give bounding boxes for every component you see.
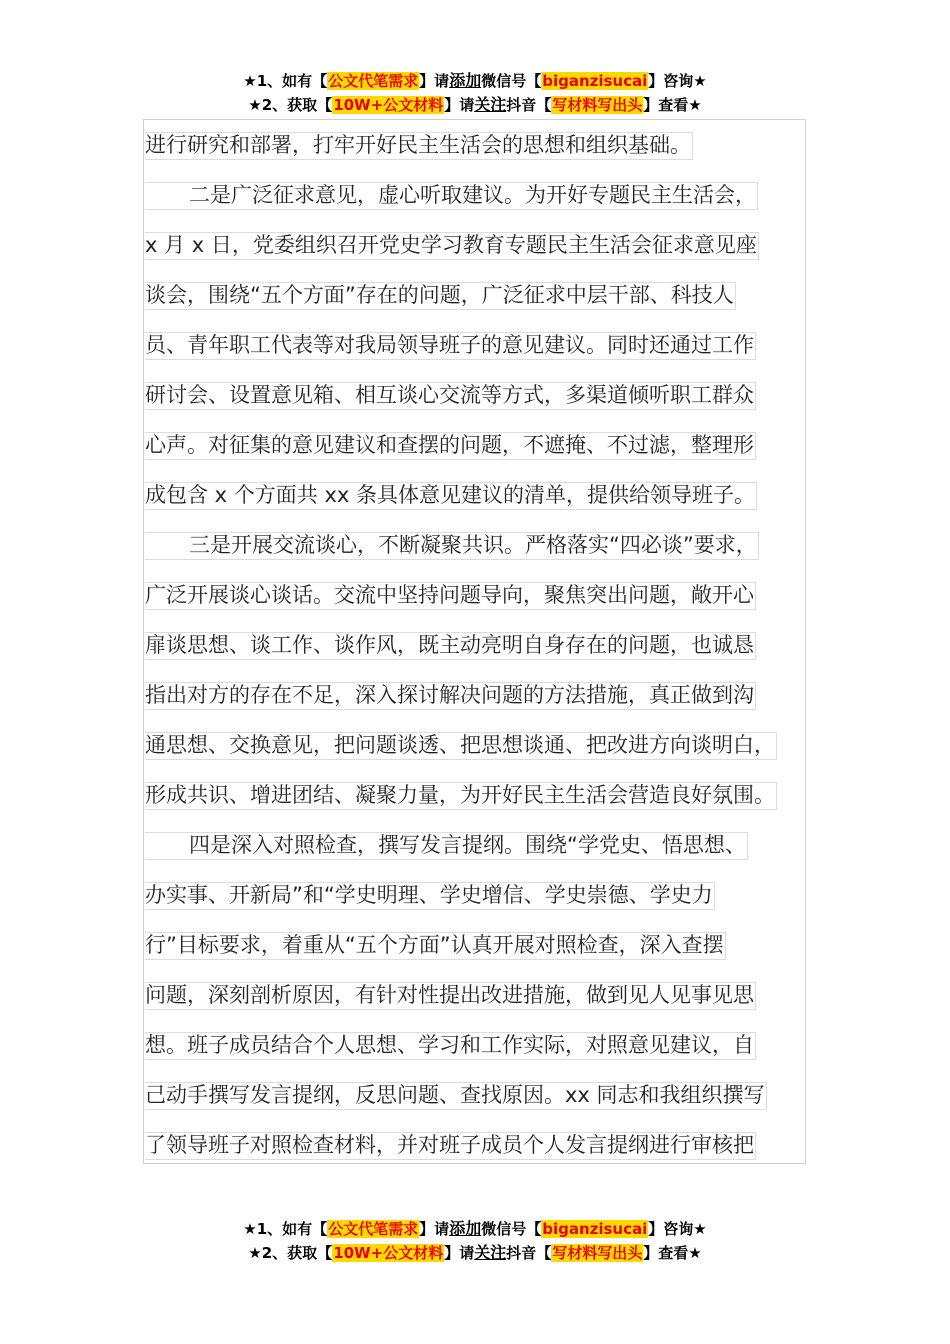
banner-line-2: [0, 93, 950, 117]
text-line-content: 形成共识、增进团结、凝聚力量，为开好民主生活会营造良好氛围。: [145, 783, 775, 807]
text-line: [145, 870, 825, 920]
emphasis-follow: 关注: [474, 95, 507, 114]
text-line: [145, 970, 825, 1020]
text-line-content: 三是开展交流谈心，不断凝聚共识。严格落实“四必谈”要求，: [189, 533, 757, 557]
highlight-materials: 10W+公文材料: [333, 1244, 444, 1262]
text-line: [145, 370, 825, 420]
highlight-wechat-id: biganzisucai: [542, 72, 648, 90]
text-line-content: 扉谈思想、谈工作、谈作风，既主动亮明自身存在的问题，也诚恳: [145, 633, 754, 657]
emphasis-add: 添加: [449, 1219, 482, 1238]
text-line: [145, 770, 825, 820]
emphasis-add: 添加: [449, 71, 482, 90]
banner-text: 】请: [419, 1220, 450, 1238]
text-line: [145, 620, 825, 670]
text-line-content: 了领导班子对照检查材料，并对班子成员个人发言提纲进行审核把: [145, 1133, 754, 1157]
text-line: [145, 170, 825, 220]
banner-text: 】咨询★: [648, 1220, 707, 1238]
text-line-content: 指出对方的存在不足，深入探讨解决问题的方法措施，真正做到沟: [145, 683, 754, 707]
text-line-content: 心声。对征集的意见建议和查摆的问题，不遮掩、不过滤，整理形: [145, 433, 754, 457]
text-line: [145, 470, 825, 520]
text-line: [145, 670, 825, 720]
banner-text: 】查看★: [643, 96, 702, 114]
text-line: [145, 920, 825, 970]
text-line-content: 员、青年职工代表等对我局领导班子的意见建议。同时还通过工作: [145, 333, 754, 357]
text-line-content: 进行研究和部署，打牢开好民主生活会的思想和组织基础。: [145, 133, 691, 157]
text-line: [145, 420, 825, 470]
text-line-content: 广泛开展谈心谈话。交流中坚持问题导向，聚焦突出问题，敞开心: [145, 583, 754, 607]
banner-line-2: [0, 1241, 950, 1265]
highlight-wechat-id: biganzisucai: [542, 1220, 648, 1238]
text-line-content: 办实事、开新局”和“学史明理、学史增信、学史崇德、学史力: [145, 883, 713, 907]
text-line: [145, 270, 825, 320]
banner-line-1: [0, 69, 950, 93]
banner-text: ★1、如有【: [243, 1220, 328, 1238]
banner-text: ★2、获取【: [248, 1244, 333, 1262]
text-line: [145, 520, 825, 570]
header-banner: [0, 69, 950, 117]
text-line-content: 二是广泛征求意见，虚心听取建议。为开好专题民主生活会，: [189, 183, 756, 207]
document-body: [145, 120, 825, 1170]
footer-banner: [0, 1217, 950, 1265]
text-line-content: 想。班子成员结合个人思想、学习和工作实际，对照意见建议，自: [145, 1033, 754, 1057]
text-line-content: 成包含 x 个方面共 xx 条具体意见建议的清单，提供给领导班子。: [145, 483, 755, 507]
banner-text: 】请: [444, 1244, 475, 1262]
banner-text: 】查看★: [643, 1244, 702, 1262]
text-line: [145, 320, 825, 370]
banner-text: 】咨询★: [648, 72, 707, 90]
highlight-materials: 10W+公文材料: [333, 96, 444, 114]
highlight-douyin: 写材料写出头: [552, 1244, 643, 1262]
text-line: [145, 720, 825, 770]
highlight-service: 公文代笔需求: [328, 1220, 419, 1238]
text-line: [145, 570, 825, 620]
emphasis-follow: 关注: [474, 1243, 507, 1262]
text-line-content: 问题，深刻剖析原因，有针对性提出改进措施，做到见人见事见思: [145, 983, 754, 1007]
banner-text: 】请: [444, 96, 475, 114]
text-line: [145, 1120, 825, 1170]
text-line-content: 谈会，围绕“五个方面”存在的问题，广泛征求中层干部、科技人: [145, 283, 734, 307]
banner-text: ★1、如有【: [243, 72, 328, 90]
text-line-content: 研讨会、设置意见箱、相互谈心交流等方式，多渠道倾听职工群众: [145, 383, 754, 407]
text-line-content: x 月 x 日，党委组织召开党史学习教育专题民主生活会征求意见座: [145, 233, 757, 257]
text-line: [145, 120, 825, 170]
banner-text: 微信号【: [481, 1220, 542, 1238]
banner-text: 抖音【: [506, 96, 552, 114]
highlight-douyin: 写材料写出头: [552, 96, 643, 114]
banner-text: ★2、获取【: [248, 96, 333, 114]
banner-text: 抖音【: [506, 1244, 552, 1262]
text-line: [145, 1020, 825, 1070]
banner-text: 微信号【: [481, 72, 542, 90]
text-line-content: 行”目标要求，着重从“五个方面”认真开展对照检查，深入查摆: [145, 933, 724, 957]
text-line: [145, 220, 825, 270]
text-line: [145, 1070, 825, 1120]
banner-line-1: [0, 1217, 950, 1241]
banner-text: 】请: [419, 72, 450, 90]
text-line-content: 通思想、交换意见，把问题谈透、把思想谈通、把改进方向谈明白，: [145, 733, 775, 757]
text-line: [145, 820, 825, 870]
highlight-service: 公文代笔需求: [328, 72, 419, 90]
text-line-content: 四是深入对照检查，撰写发言提纲。围绕“学党史、悟思想、: [189, 833, 746, 857]
text-line-content: 己动手撰写发言提纲，反思问题、查找原因。xx 同志和我组织撰写: [145, 1083, 765, 1107]
